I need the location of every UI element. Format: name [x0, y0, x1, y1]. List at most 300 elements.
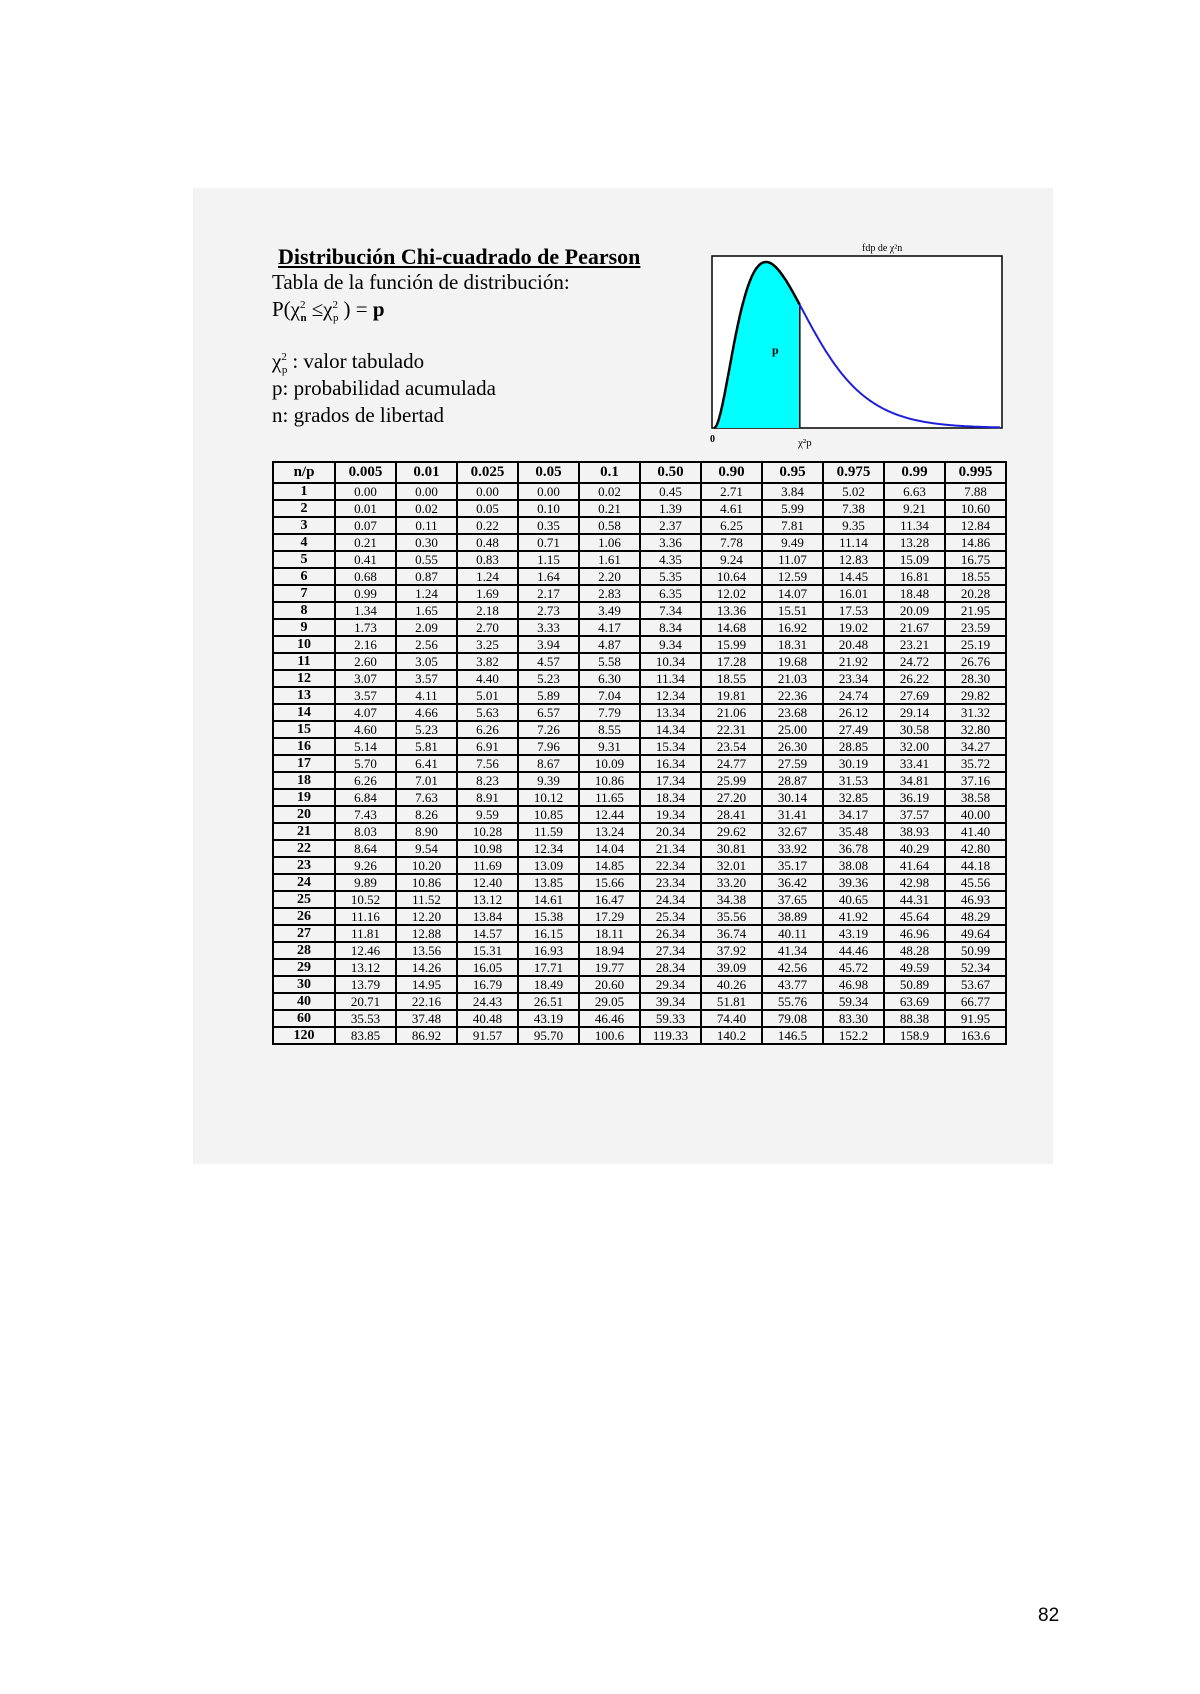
- value-cell: 18.48: [884, 585, 945, 602]
- value-cell: 35.56: [701, 908, 762, 925]
- value-cell: 13.85: [518, 874, 579, 891]
- value-cell: 1.06: [579, 534, 640, 551]
- value-cell: 7.56: [457, 755, 518, 772]
- value-cell: 0.48: [457, 534, 518, 551]
- value-cell: 24.74: [823, 687, 884, 704]
- degrees-of-freedom-cell: 17: [273, 755, 335, 772]
- value-cell: 15.99: [701, 636, 762, 653]
- table-row: [273, 483, 1006, 500]
- value-cell: 53.67: [945, 976, 1006, 993]
- value-cell: 0.02: [396, 500, 457, 517]
- value-cell: 12.20: [396, 908, 457, 925]
- value-cell: 40.00: [945, 806, 1006, 823]
- value-cell: 45.64: [884, 908, 945, 925]
- value-cell: 14.04: [579, 840, 640, 857]
- table-row: [273, 738, 1006, 755]
- value-cell: 19.77: [579, 959, 640, 976]
- value-cell: 46.46: [579, 1010, 640, 1027]
- value-cell: 17.71: [518, 959, 579, 976]
- table-row: [273, 568, 1006, 585]
- degrees-of-freedom-cell: 6: [273, 568, 335, 585]
- value-cell: 9.24: [701, 551, 762, 568]
- value-cell: 27.20: [701, 789, 762, 806]
- table-row: [273, 551, 1006, 568]
- value-cell: 17.29: [579, 908, 640, 925]
- value-cell: 7.38: [823, 500, 884, 517]
- value-cell: 18.11: [579, 925, 640, 942]
- value-cell: 9.21: [884, 500, 945, 517]
- value-cell: 2.71: [701, 483, 762, 500]
- value-cell: 19.34: [640, 806, 701, 823]
- value-cell: 35.72: [945, 755, 1006, 772]
- value-cell: 39.09: [701, 959, 762, 976]
- value-cell: 9.39: [518, 772, 579, 789]
- value-cell: 15.51: [762, 602, 823, 619]
- value-cell: 18.55: [945, 568, 1006, 585]
- value-cell: 1.15: [518, 551, 579, 568]
- value-cell: 3.33: [518, 619, 579, 636]
- value-cell: 11.52: [396, 891, 457, 908]
- value-cell: 3.84: [762, 483, 823, 500]
- degrees-of-freedom-cell: 20: [273, 806, 335, 823]
- degrees-of-freedom-cell: 7: [273, 585, 335, 602]
- column-header: 0.995: [945, 462, 1006, 483]
- degrees-of-freedom-cell: 21: [273, 823, 335, 840]
- value-cell: 15.31: [457, 942, 518, 959]
- degrees-of-freedom-cell: 15: [273, 721, 335, 738]
- value-cell: 15.34: [640, 738, 701, 755]
- value-cell: 31.32: [945, 704, 1006, 721]
- value-cell: 16.47: [579, 891, 640, 908]
- value-cell: 2.60: [335, 653, 396, 670]
- value-cell: 32.67: [762, 823, 823, 840]
- value-cell: 8.55: [579, 721, 640, 738]
- degrees-of-freedom-cell: 26: [273, 908, 335, 925]
- value-cell: 38.08: [823, 857, 884, 874]
- value-cell: 22.36: [762, 687, 823, 704]
- value-cell: 38.58: [945, 789, 1006, 806]
- table-row: [273, 823, 1006, 840]
- table-header-row: [273, 462, 1006, 483]
- value-cell: 4.17: [579, 619, 640, 636]
- value-cell: 0.11: [396, 517, 457, 534]
- value-cell: 3.94: [518, 636, 579, 653]
- value-cell: 10.86: [579, 772, 640, 789]
- value-cell: 91.95: [945, 1010, 1006, 1027]
- value-cell: 11.14: [823, 534, 884, 551]
- value-cell: 36.19: [884, 789, 945, 806]
- area-label: p: [772, 343, 779, 357]
- value-cell: 40.48: [457, 1010, 518, 1027]
- value-cell: 5.14: [335, 738, 396, 755]
- value-cell: 10.09: [579, 755, 640, 772]
- x-marker-label: χ²p: [798, 437, 812, 449]
- value-cell: 37.48: [396, 1010, 457, 1027]
- column-header: 0.50: [640, 462, 701, 483]
- degrees-of-freedom-cell: 3: [273, 517, 335, 534]
- value-cell: 32.85: [823, 789, 884, 806]
- value-cell: 63.69: [884, 993, 945, 1010]
- value-cell: 13.56: [396, 942, 457, 959]
- value-cell: 11.81: [335, 925, 396, 942]
- value-cell: 13.12: [335, 959, 396, 976]
- value-cell: 41.92: [823, 908, 884, 925]
- value-cell: 14.57: [457, 925, 518, 942]
- value-cell: 12.34: [518, 840, 579, 857]
- value-cell: 3.25: [457, 636, 518, 653]
- value-cell: 27.59: [762, 755, 823, 772]
- value-cell: 23.21: [884, 636, 945, 653]
- figure-title: fdp de χ²n: [862, 243, 903, 254]
- value-cell: 12.46: [335, 942, 396, 959]
- corner-header: n/p: [273, 462, 335, 483]
- degrees-of-freedom-cell: 11: [273, 653, 335, 670]
- value-cell: 46.93: [945, 891, 1006, 908]
- value-cell: 21.95: [945, 602, 1006, 619]
- value-cell: 42.80: [945, 840, 1006, 857]
- value-cell: 13.84: [457, 908, 518, 925]
- table-row: [273, 959, 1006, 976]
- value-cell: 18.55: [701, 670, 762, 687]
- value-cell: 40.65: [823, 891, 884, 908]
- value-cell: 16.92: [762, 619, 823, 636]
- value-cell: 6.26: [335, 772, 396, 789]
- value-cell: 0.83: [457, 551, 518, 568]
- value-cell: 5.35: [640, 568, 701, 585]
- value-cell: 3.49: [579, 602, 640, 619]
- degrees-of-freedom-cell: 120: [273, 1027, 335, 1044]
- value-cell: 158.9: [884, 1027, 945, 1044]
- value-cell: 2.16: [335, 636, 396, 653]
- value-cell: 12.88: [396, 925, 457, 942]
- value-cell: 27.49: [823, 721, 884, 738]
- value-cell: 20.34: [640, 823, 701, 840]
- table-row: [273, 942, 1006, 959]
- table-row: [273, 1027, 1006, 1044]
- value-cell: 7.26: [518, 721, 579, 738]
- value-cell: 12.44: [579, 806, 640, 823]
- value-cell: 0.55: [396, 551, 457, 568]
- table-row: [273, 925, 1006, 942]
- value-cell: 7.34: [640, 602, 701, 619]
- value-cell: 2.56: [396, 636, 457, 653]
- value-cell: 12.83: [823, 551, 884, 568]
- value-cell: 6.57: [518, 704, 579, 721]
- value-cell: 91.57: [457, 1027, 518, 1044]
- value-cell: 2.09: [396, 619, 457, 636]
- table-row: [273, 721, 1006, 738]
- table-row: [273, 840, 1006, 857]
- value-cell: 10.34: [640, 653, 701, 670]
- value-cell: 88.38: [884, 1010, 945, 1027]
- value-cell: 4.60: [335, 721, 396, 738]
- value-cell: 0.00: [518, 483, 579, 500]
- value-cell: 36.78: [823, 840, 884, 857]
- value-cell: 15.09: [884, 551, 945, 568]
- value-cell: 45.56: [945, 874, 1006, 891]
- value-cell: 17.53: [823, 602, 884, 619]
- table-row: [273, 636, 1006, 653]
- value-cell: 41.64: [884, 857, 945, 874]
- value-cell: 3.05: [396, 653, 457, 670]
- value-cell: 50.89: [884, 976, 945, 993]
- value-cell: 21.67: [884, 619, 945, 636]
- degrees-of-freedom-cell: 8: [273, 602, 335, 619]
- legend-p-line: p: probabilidad acumulada: [272, 376, 496, 400]
- value-cell: 13.28: [884, 534, 945, 551]
- value-cell: 3.57: [396, 670, 457, 687]
- value-cell: 0.07: [335, 517, 396, 534]
- value-cell: 16.75: [945, 551, 1006, 568]
- value-cell: 28.85: [823, 738, 884, 755]
- value-cell: 34.17: [823, 806, 884, 823]
- value-cell: 8.64: [335, 840, 396, 857]
- value-cell: 11.34: [640, 670, 701, 687]
- distribution-formula: $P(\chi^2_n \le\chi^2_p$ ) = p: [272, 297, 385, 325]
- value-cell: 22.31: [701, 721, 762, 738]
- value-cell: 11.16: [335, 908, 396, 925]
- value-cell: 32.01: [701, 857, 762, 874]
- value-cell: 34.81: [884, 772, 945, 789]
- table-row: [273, 500, 1006, 517]
- table-row: [273, 1010, 1006, 1027]
- value-cell: 10.60: [945, 500, 1006, 517]
- value-cell: 79.08: [762, 1010, 823, 1027]
- value-cell: 0.68: [335, 568, 396, 585]
- degrees-of-freedom-cell: 22: [273, 840, 335, 857]
- value-cell: 25.19: [945, 636, 1006, 653]
- value-cell: 20.48: [823, 636, 884, 653]
- value-cell: 40.29: [884, 840, 945, 857]
- value-cell: 3.82: [457, 653, 518, 670]
- value-cell: 4.11: [396, 687, 457, 704]
- value-cell: 31.41: [762, 806, 823, 823]
- value-cell: 5.23: [518, 670, 579, 687]
- value-cell: 32.80: [945, 721, 1006, 738]
- table-row: [273, 874, 1006, 891]
- value-cell: 8.91: [457, 789, 518, 806]
- value-cell: 43.19: [823, 925, 884, 942]
- value-cell: 36.74: [701, 925, 762, 942]
- value-cell: 22.34: [640, 857, 701, 874]
- value-cell: 15.38: [518, 908, 579, 925]
- x-origin-label: 0: [710, 434, 715, 445]
- value-cell: 10.85: [518, 806, 579, 823]
- value-cell: 18.94: [579, 942, 640, 959]
- value-cell: 51.81: [701, 993, 762, 1010]
- value-cell: 6.26: [457, 721, 518, 738]
- value-cell: 10.86: [396, 874, 457, 891]
- table-row: [273, 976, 1006, 993]
- value-cell: 42.56: [762, 959, 823, 976]
- degrees-of-freedom-cell: 28: [273, 942, 335, 959]
- value-cell: 12.40: [457, 874, 518, 891]
- value-cell: 10.12: [518, 789, 579, 806]
- value-cell: 37.65: [762, 891, 823, 908]
- value-cell: 7.79: [579, 704, 640, 721]
- value-cell: 39.36: [823, 874, 884, 891]
- value-cell: 20.60: [579, 976, 640, 993]
- value-cell: 23.54: [701, 738, 762, 755]
- value-cell: 27.34: [640, 942, 701, 959]
- value-cell: 16.05: [457, 959, 518, 976]
- chi-square-density-figure: [712, 240, 1012, 450]
- column-header: 0.1: [579, 462, 640, 483]
- value-cell: 83.85: [335, 1027, 396, 1044]
- degrees-of-freedom-cell: 60: [273, 1010, 335, 1027]
- value-cell: 10.20: [396, 857, 457, 874]
- table-row: [273, 789, 1006, 806]
- degrees-of-freedom-cell: 2: [273, 500, 335, 517]
- value-cell: 0.45: [640, 483, 701, 500]
- value-cell: 8.26: [396, 806, 457, 823]
- value-cell: 1.39: [640, 500, 701, 517]
- legend-n-line: n: grados de libertad: [272, 403, 445, 427]
- value-cell: 21.34: [640, 840, 701, 857]
- value-cell: 48.28: [884, 942, 945, 959]
- value-cell: 43.77: [762, 976, 823, 993]
- value-cell: 38.93: [884, 823, 945, 840]
- value-cell: 1.61: [579, 551, 640, 568]
- degrees-of-freedom-cell: 16: [273, 738, 335, 755]
- value-cell: 10.52: [335, 891, 396, 908]
- value-cell: 8.23: [457, 772, 518, 789]
- value-cell: 13.79: [335, 976, 396, 993]
- value-cell: 29.34: [640, 976, 701, 993]
- value-cell: 16.01: [823, 585, 884, 602]
- value-cell: 5.70: [335, 755, 396, 772]
- value-cell: 19.81: [701, 687, 762, 704]
- value-cell: 49.64: [945, 925, 1006, 942]
- value-cell: 1.34: [335, 602, 396, 619]
- value-cell: 119.33: [640, 1027, 701, 1044]
- value-cell: 36.42: [762, 874, 823, 891]
- value-cell: 40.11: [762, 925, 823, 942]
- degrees-of-freedom-cell: 19: [273, 789, 335, 806]
- value-cell: 9.31: [579, 738, 640, 755]
- value-cell: 0.21: [579, 500, 640, 517]
- value-cell: 31.53: [823, 772, 884, 789]
- value-cell: 8.90: [396, 823, 457, 840]
- value-cell: 6.91: [457, 738, 518, 755]
- value-cell: 17.34: [640, 772, 701, 789]
- value-cell: 22.16: [396, 993, 457, 1010]
- value-cell: 1.69: [457, 585, 518, 602]
- value-cell: 1.65: [396, 602, 457, 619]
- value-cell: 50.99: [945, 942, 1006, 959]
- value-cell: 16.93: [518, 942, 579, 959]
- table-row: [273, 687, 1006, 704]
- page-number: 82: [1038, 1605, 1060, 1626]
- value-cell: 1.64: [518, 568, 579, 585]
- value-cell: 29.05: [579, 993, 640, 1010]
- value-cell: 11.34: [884, 517, 945, 534]
- value-cell: 14.26: [396, 959, 457, 976]
- value-cell: 16.34: [640, 755, 701, 772]
- value-cell: 5.89: [518, 687, 579, 704]
- value-cell: 74.40: [701, 1010, 762, 1027]
- value-cell: 26.34: [640, 925, 701, 942]
- value-cell: 1.24: [396, 585, 457, 602]
- table-row: [273, 534, 1006, 551]
- value-cell: 24.77: [701, 755, 762, 772]
- value-cell: 18.31: [762, 636, 823, 653]
- value-cell: 6.25: [701, 517, 762, 534]
- value-cell: 23.34: [640, 874, 701, 891]
- value-cell: 41.40: [945, 823, 1006, 840]
- value-cell: 14.95: [396, 976, 457, 993]
- value-cell: 1.73: [335, 619, 396, 636]
- value-cell: 4.57: [518, 653, 579, 670]
- value-cell: 4.61: [701, 500, 762, 517]
- value-cell: 2.20: [579, 568, 640, 585]
- value-cell: 0.00: [335, 483, 396, 500]
- table-row: [273, 704, 1006, 721]
- value-cell: 83.30: [823, 1010, 884, 1027]
- table-row: [273, 602, 1006, 619]
- column-header: 0.005: [335, 462, 396, 483]
- value-cell: 34.27: [945, 738, 1006, 755]
- value-cell: 20.28: [945, 585, 1006, 602]
- value-cell: 26.51: [518, 993, 579, 1010]
- value-cell: 14.07: [762, 585, 823, 602]
- degrees-of-freedom-cell: 12: [273, 670, 335, 687]
- value-cell: 21.03: [762, 670, 823, 687]
- value-cell: 44.31: [884, 891, 945, 908]
- value-cell: 25.00: [762, 721, 823, 738]
- value-cell: 9.34: [640, 636, 701, 653]
- value-cell: 5.02: [823, 483, 884, 500]
- value-cell: 3.07: [335, 670, 396, 687]
- value-cell: 55.76: [762, 993, 823, 1010]
- table-subtitle: Tabla de la función de distribución:: [272, 270, 570, 294]
- value-cell: 20.09: [884, 602, 945, 619]
- value-cell: 23.59: [945, 619, 1006, 636]
- value-cell: 28.87: [762, 772, 823, 789]
- value-cell: 10.64: [701, 568, 762, 585]
- table-row: [273, 755, 1006, 772]
- value-cell: 2.73: [518, 602, 579, 619]
- value-cell: 16.15: [518, 925, 579, 942]
- value-cell: 59.33: [640, 1010, 701, 1027]
- value-cell: 16.81: [884, 568, 945, 585]
- table-body: [273, 483, 1006, 1044]
- value-cell: 39.34: [640, 993, 701, 1010]
- degrees-of-freedom-cell: 14: [273, 704, 335, 721]
- value-cell: 0.02: [579, 483, 640, 500]
- value-cell: 28.41: [701, 806, 762, 823]
- value-cell: 0.41: [335, 551, 396, 568]
- degrees-of-freedom-cell: 18: [273, 772, 335, 789]
- value-cell: 30.14: [762, 789, 823, 806]
- value-cell: 0.87: [396, 568, 457, 585]
- degrees-of-freedom-cell: 4: [273, 534, 335, 551]
- column-header: 0.025: [457, 462, 518, 483]
- value-cell: 9.35: [823, 517, 884, 534]
- value-cell: 9.49: [762, 534, 823, 551]
- value-cell: 23.68: [762, 704, 823, 721]
- value-cell: 6.63: [884, 483, 945, 500]
- value-cell: 23.34: [823, 670, 884, 687]
- value-cell: 86.92: [396, 1027, 457, 1044]
- value-cell: 24.34: [640, 891, 701, 908]
- value-cell: 9.59: [457, 806, 518, 823]
- value-cell: 152.2: [823, 1027, 884, 1044]
- value-cell: 4.66: [396, 704, 457, 721]
- value-cell: 13.24: [579, 823, 640, 840]
- value-cell: 14.86: [945, 534, 1006, 551]
- value-cell: 52.34: [945, 959, 1006, 976]
